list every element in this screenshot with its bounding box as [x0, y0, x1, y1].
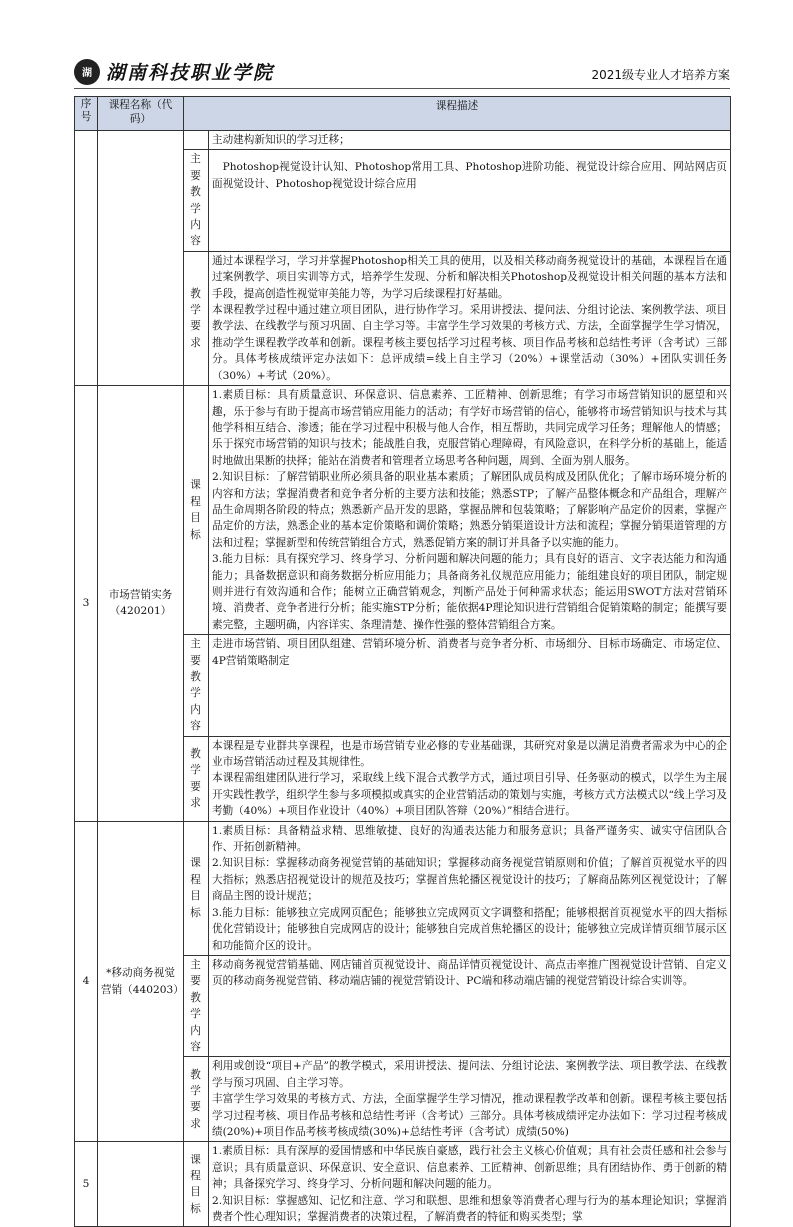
req-paragraph: 本课程需组建团队进行学习，采取线上线下混合式教学方式，通过项目引导、任务驱动的模式，以学生为主展开实践性教学，组织学生参与多项模拟或真实的企业营销活动的策划与实施，考核方式方法模式以“线上学习及考勤（40%）+项目作业设计（40%）+项目团队答辩（20%）”相结合进行。 [212, 772, 727, 818]
req-paragraph: 本课程是专业群共享课程，也是市场营销专业必修的专业基础课，其研究对象是以满足消费者需求为中心的企业市场营销活动过程及其规律性。 [212, 739, 727, 769]
col-header-num: 序号 [75, 97, 98, 131]
label-teaching-req: 教学要求 [184, 251, 209, 385]
goal-paragraph: 1.素质目标：具备精益求精、思维敏捷、良好的沟通表达能力和服务意识；具备严谨务实、诚实守信团队合作、开拓创新精神。 [212, 824, 727, 854]
table-row [75, 131, 731, 150]
req-paragraph: 利用或创设“项目+产品”的教学模式，采用讲授法、提问法、分组讨论法、案例教学法、项目教学法、在线教学与预习巩固、自主学习等。 [212, 1060, 727, 1089]
course-goal-text [209, 821, 731, 955]
course-name: *移动商务视觉营销（440203） [98, 821, 184, 1142]
page-header [74, 56, 730, 89]
course-number: 5 [75, 1142, 98, 1227]
req-paragraph: 通过本课程学习，学习并掌握Photoshop相关工具的使用，以及相关移动商务视觉设计的基础，本课程旨在通过案例教学、项目实训等方式，培养学生发现、分析和解决相关Photoshop及视觉设计相关问题的基本方法和手段，提高创造性视觉审美能力等，为学习后续课程打好基础。 [212, 254, 727, 300]
label-teaching-req: 教学要求 [184, 736, 209, 821]
course-content-text: 走进市场营销、项目团队组建、营销环境分析、消费者与竞争者分析、市场细分、目标市场确定、市场定位、4P营销策略制定 [209, 635, 731, 736]
goal-paragraph: 1.素质目标：具有质量意识、环保意识、信息素养、工匠精神、创新思维；有学习市场营销知识的愿望和兴趣，乐于参与有助于提高市场营销应用能力的活动；有学好市场营销的信心，能够将市场营销知识与技术与其他学科相互结合、渗透；能在学习过程中积极与他人合作，相互帮助，共同完成学习任务；理解他人的情感；乐于探究市场营销的知识与技术；能战胜自我，克服营销心理障碍，有风险意识，在科学分析的基础上，能适时地做出果断的抉择；能站在消费者和管理者立场思考各种问题，周到、全面为别人服务。 [212, 389, 727, 467]
table-row [75, 1142, 731, 1227]
cell-name-prev [98, 131, 184, 386]
req-paragraph: 丰富学生学习效果的考核方式、方法，全面掌握学生学习情况，推动课程教学改革和创新。课程考核主要包括学习过程考核、项目作品考核和总结性考评（含考试）三部分。具体考核成绩评定办法如下：学习过程考核成绩(20%)+项目作品考核考核成绩(30%)+总结性考评（含考试）成绩(50%) [212, 1093, 727, 1138]
label-course-goal: 课程目标 [184, 821, 209, 955]
school-logo [74, 58, 274, 85]
goal-paragraph: 2.知识目标：掌握移动商务视觉营销的基础知识；掌握移动商务视觉营销原则和价值；了解首页视觉水平的四大指标；熟悉店招视觉设计的规范及技巧；掌握首焦轮播区视觉设计的技巧；了解商品陈列区视觉设计；了解商品主图的设计规范； [212, 857, 727, 903]
table-header-row [75, 97, 731, 131]
label-main-content: 主要教学内容 [184, 150, 209, 251]
course-req-text [209, 736, 731, 821]
cell-num-prev [75, 131, 98, 386]
label-main-content: 主要教学内容 [184, 955, 209, 1056]
table-row [75, 821, 731, 955]
course-content-text: 移动商务视觉营销基础、网店铺首页视觉设计、商品详情页视觉设计、高点击率推广图视觉设计营销、自定义页的移动商务视觉营销、移动端店铺的视觉营销设计、PC端和移动端店铺的视觉营销设计综合实训等。 [209, 955, 731, 1056]
table-row [75, 386, 731, 635]
goal-paragraph: 3.能力目标：具有探究学习、终身学习、分析问题和解决问题的能力；具有良好的语言、文字表达能力和沟通能力；具备数据意识和商务数据分析应用能力；具备商务礼仪规范应用能力；能组建良好的项目团队，制定规则并进行有效沟通和合作；能树立正确营销观念，判断产品处于何种需求状态；能运用SWOT方法对营销环境、消费者、竞争者进行分析；能实施STP分析；能依据4P理论知识进行营销组合促销策略的制定；能撰写要素完整，主题明确，内容详实、条理清楚、操作性强的整体营销组合方案。 [212, 553, 727, 631]
course-name [98, 1142, 184, 1227]
course-goal-text [209, 1142, 731, 1227]
col-header-desc: 课程描述 [184, 97, 731, 131]
course-number: 4 [75, 821, 98, 1142]
col-header-name: 课程名称（代码） [98, 97, 184, 131]
cell-label-empty [184, 131, 209, 150]
school-seal-icon: 湖 [74, 59, 100, 85]
prev-req-text [209, 251, 731, 385]
goal-paragraph: 2.知识目标：掌握感知、记忆和注意、学习和联想、思维和想象等消费者心理与行为的基本理论知识；掌握消费者个性心理知识；掌握消费者的决策过程，了解消费者的特征和购买类型；掌 [212, 1194, 727, 1223]
goal-paragraph: 2.知识目标：了解营销职业所必须具备的职业基本素质；了解团队成员构成及团队优化；了解市场环境分析的内容和方法；掌握消费者和竞争者分析的主要方法和技能；熟悉STP；了解产品整体概念和产品组合，理解产品生命周期各阶段的特点；熟悉新产品开发的思路，掌握品牌和包装策略；了解影响产品定价的因素，掌握产品定价的方法，熟悉企业的基本定价策略和调价策略；熟悉分销渠道设计方法和流程；掌握分销渠道管理的方法和过程；掌握新型和传统营销组合方式，熟悉促销方案的制订并具备予以实施的能力。 [212, 471, 727, 549]
label-main-content: 主要教学内容 [184, 635, 209, 736]
goal-paragraph: 1.素质目标：具有深厚的爱国情感和中华民族自豪感，践行社会主义核心价值观；具有社会责任感和社会参与意识；具有质量意识、环保意识、安全意识、信息素养、工匠精神、创新思维；具有团结协作、勇于创新的精神；具备探究学习、终身学习、分析问题和解决问题的能力。 [212, 1145, 727, 1191]
course-name: 市场营销实务（420201） [98, 386, 184, 822]
course-goal-text [209, 386, 731, 635]
req-paragraph: 本课程教学过程中通过建立项目团队，进行协作学习。采用讲授法、提问法、分组讨论法、案例教学法、项目教学法、在线教学与预习巩固、自主学习等。丰富学生学习效果的考核方式、方法，全面掌握学生学习情况，推动学生课程教学改革和创新。课程考核主要包括学习过程考核、项目作品考核和总结性考评（含考试）三部分。具体考核成绩评定办法如下：总评成绩=线上自主学习（20%）+课堂活动（30%）+团队实训任务（30%）+考试（20%）。 [212, 304, 727, 382]
label-teaching-req: 教学要求 [184, 1057, 209, 1142]
goal-paragraph: 3.能力目标：能够独立完成网页配色；能够独立完成网页文字调整和搭配；能够根据首页视觉水平的四大指标优化营销设计；能够独自完成网店的设计；能够独自完成首焦轮播区的设计；能够独立完成详情页细节展示区和功能简介区的设计。 [212, 906, 727, 952]
label-course-goal: 课程目标 [184, 1142, 209, 1227]
prev-goal-continuation: 主动建构新知识的学习迁移； [209, 131, 731, 150]
course-req-text [209, 1057, 731, 1142]
course-table [74, 96, 731, 1227]
school-name: 湖南科技职业学院 [106, 62, 275, 84]
course-number: 3 [75, 386, 98, 822]
prev-content-text: Photoshop视觉设计认知、Photoshop常用工具、Photoshop进阶功能、视觉设计综合应用、网站网店页面视觉设计、Photoshop视觉设计综合应用 [209, 150, 731, 251]
document-title: 2021级专业人才培养方案 [591, 68, 730, 82]
label-course-goal: 课程目标 [184, 386, 209, 635]
